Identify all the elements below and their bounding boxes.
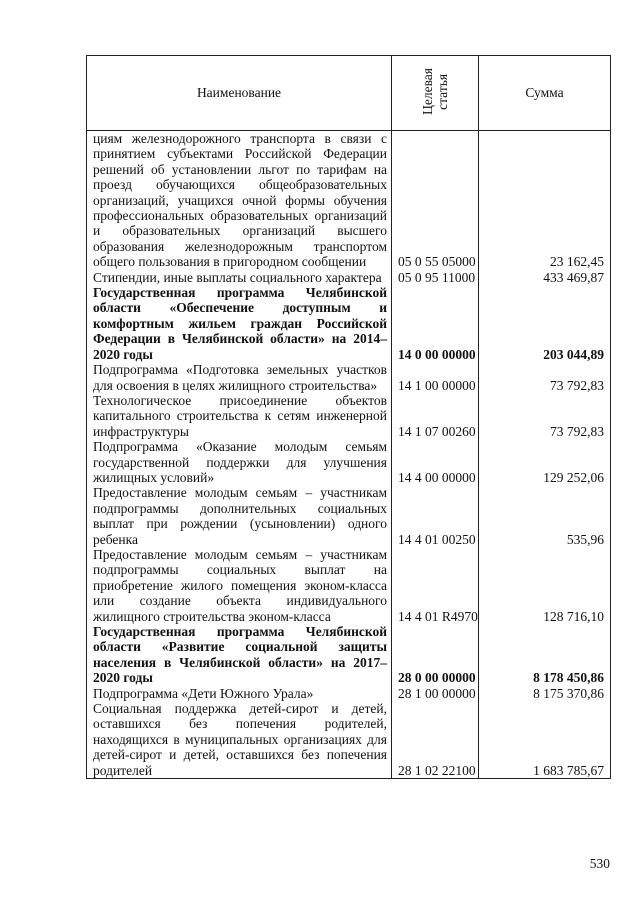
row-sum: 8 178 450,86 (479, 624, 611, 686)
table-row (87, 393, 611, 439)
row-name: циям железнодорожного транспорта в связи с принятием субъектами Российской Федерации решений об установлении льгот по тарифам на проезд обучающихся общеобразовательных организаций, учащихся очной формы обучения профессиональных образовательных организаций и образовательных организаций высшего образования железнодорожным транспортом общего пользования в пригородном сообщении (87, 131, 392, 270)
budget-table (86, 55, 611, 779)
row-code: 14 4 01 00250 (392, 485, 479, 547)
row-code: 05 0 55 05000 (392, 131, 479, 270)
row-name: Подпрограмма «Оказание молодым семьям государственной поддержки для улучшения жилищных условий» (87, 439, 392, 485)
row-sum: 535,96 (479, 485, 611, 547)
table-row (87, 686, 611, 701)
row-sum: 129 252,06 (479, 439, 611, 485)
row-sum: 8 175 370,86 (479, 686, 611, 701)
row-sum: 433 469,87 (479, 270, 611, 285)
table-row (87, 270, 611, 285)
row-sum: 203 044,89 (479, 285, 611, 362)
table-row (87, 701, 611, 779)
header-target (392, 56, 479, 131)
table-row (87, 362, 611, 393)
row-name: Стипендии, иные выплаты социального характера (87, 270, 392, 285)
row-code: 28 1 00 00000 (392, 686, 479, 701)
row-sum: 23 162,45 (479, 131, 611, 270)
row-name: Предоставление молодым семьям – участникам подпрограммы социальных выплат на приобретение жилого помещения эконом-класса или создание объекта индивидуального жилищного строительства эконом-класса (87, 547, 392, 624)
row-code: 05 0 95 11000 (392, 270, 479, 285)
row-name: Государственная программа Челябинской области «Обеспечение доступным и комфортным жильем граждан Российской Федерации в Челябинской области» на 2014–2020 годы (87, 285, 392, 362)
page-number: 530 (589, 856, 610, 871)
row-code: 28 1 02 22100 (392, 701, 479, 779)
row-code: 14 4 01 R4970 (392, 547, 479, 624)
row-code: 28 0 00 00000 (392, 624, 479, 686)
table-row (87, 285, 611, 362)
row-name: Предоставление молодым семьям – участникам подпрограммы дополнительных социальных выплат при рождении (усыновлении) одного ребенка (87, 485, 392, 547)
row-code: 14 0 00 00000 (392, 285, 479, 362)
row-sum: 73 792,83 (479, 393, 611, 439)
row-name: Технологическое присоединение объектов капитального строительства к сетям инженерной инфраструктуры (87, 393, 392, 439)
row-sum: 73 792,83 (479, 362, 611, 393)
row-name: Социальная поддержка детей-сирот и детей, оставшихся без попечения родителей, находящихся в муниципальных организациях для детей-сирот и детей, оставшихся без попечения родителей (87, 701, 392, 779)
header-sum: Сумма (479, 56, 611, 131)
table-header-row (87, 56, 611, 131)
row-sum: 1 683 785,67 (479, 701, 611, 779)
table-row (87, 624, 611, 686)
table-row (87, 485, 611, 547)
header-target-label: Целевая статья (420, 67, 450, 115)
row-code: 14 4 00 00000 (392, 439, 479, 485)
table-row (87, 131, 611, 270)
row-name: Подпрограмма «Дети Южного Урала» (87, 686, 392, 701)
row-code: 14 1 07 00260 (392, 393, 479, 439)
table-row (87, 439, 611, 485)
row-name: Подпрограмма «Подготовка земельных участков для освоения в целях жилищного строительства» (87, 362, 392, 393)
row-sum: 128 716,10 (479, 547, 611, 624)
header-name: Наименование (87, 56, 392, 131)
row-code: 14 1 00 00000 (392, 362, 479, 393)
table-row (87, 547, 611, 624)
row-name: Государственная программа Челябинской области «Развитие социальной защиты населения в Челябинской области» на 2017–2020 годы (87, 624, 392, 686)
